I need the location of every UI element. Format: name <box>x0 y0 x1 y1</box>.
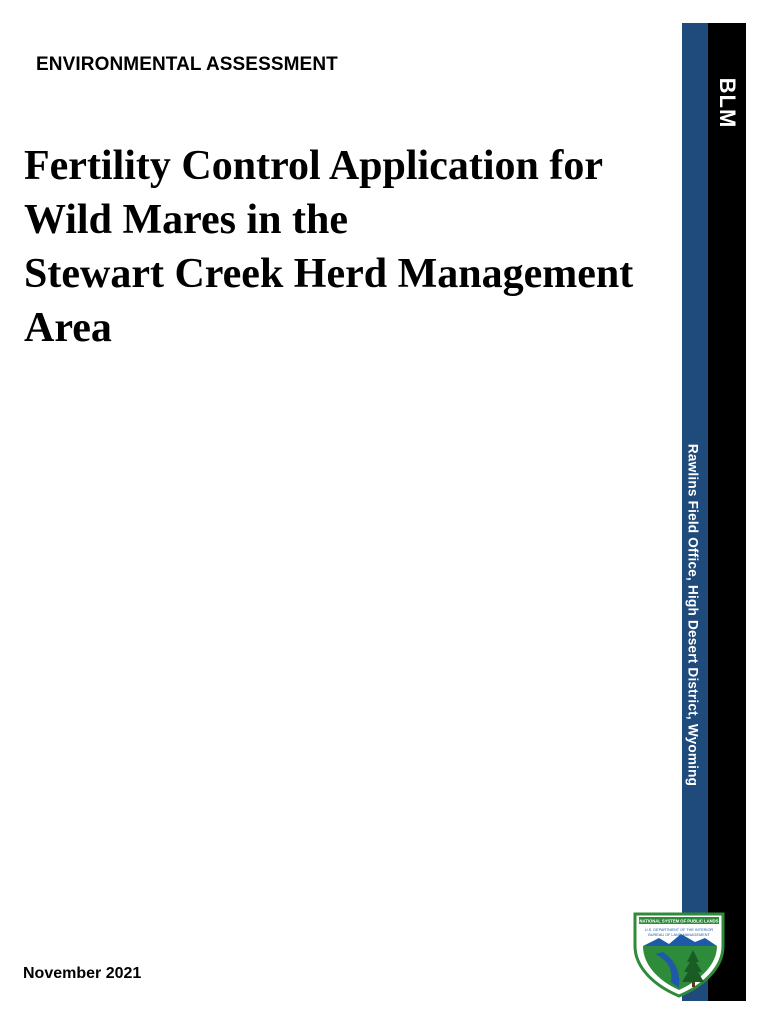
agency-label: BLM <box>715 77 740 129</box>
document-title <box>24 139 704 355</box>
logo-top-text: NATIONAL SYSTEM OF PUBLIC LANDS <box>639 918 719 924</box>
office-label: Rawlins Field Office, High Desert District, Wyoming <box>685 443 701 787</box>
logo-department-text: U.S. DEPARTMENT OF THE INTERIOR <box>644 928 714 932</box>
publication-date: November 2021 <box>23 965 142 982</box>
logo-bureau-text: BUREAU OF LAND MANAGEMENT <box>648 933 710 937</box>
title-line: Fertility Control Application for <box>24 143 603 189</box>
title-line: Area <box>24 305 112 351</box>
title-line: Stewart Creek Herd Management <box>24 251 634 297</box>
blm-shield-logo-icon <box>633 912 725 998</box>
side-band-black <box>708 23 746 1001</box>
title-line: Wild Mares in the <box>24 197 348 243</box>
document-type-label: ENVIRONMENTAL ASSESSMENT <box>36 54 338 75</box>
